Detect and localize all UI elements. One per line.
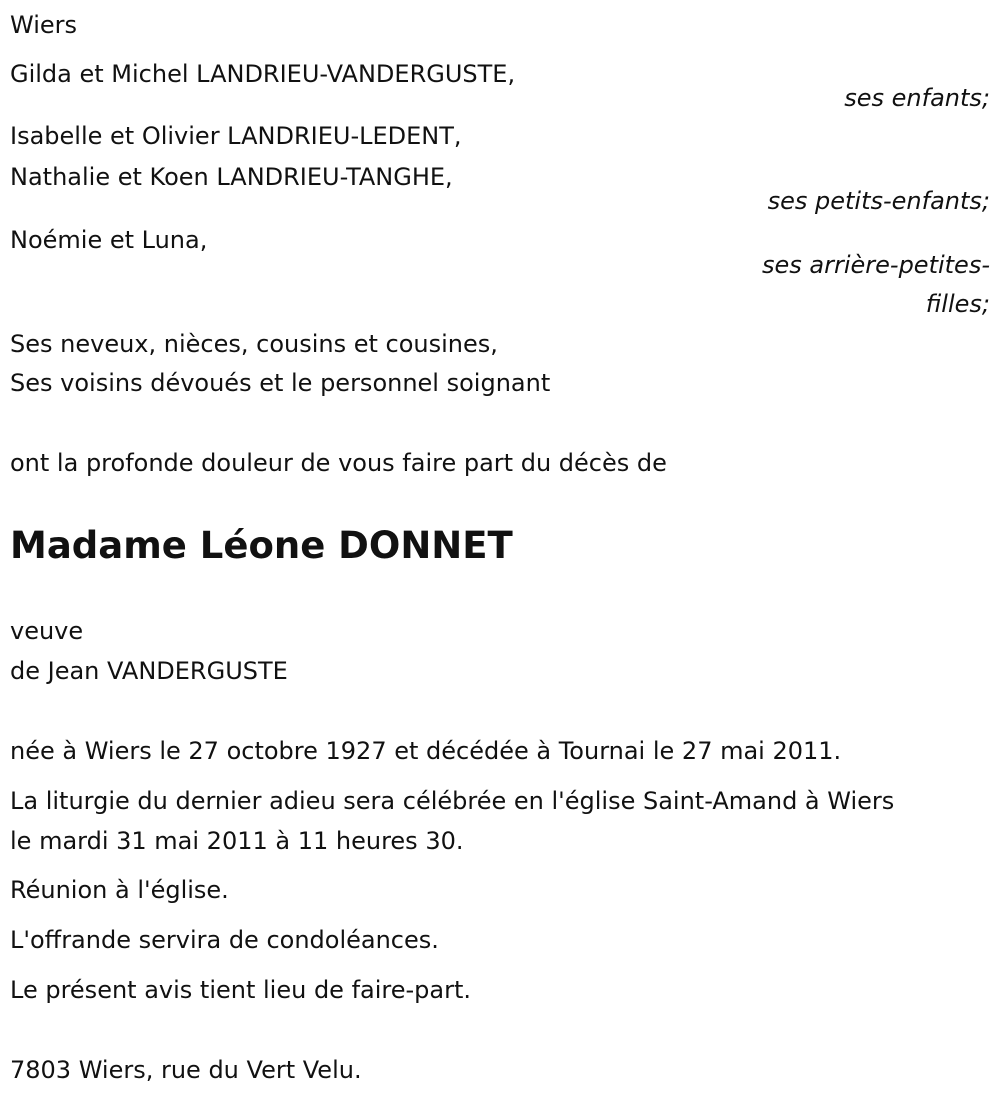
offering-text: L'offrande servira de condoléances. bbox=[10, 926, 439, 954]
grandchildren-name-1: Isabelle et Olivier LANDRIEU-LEDENT, bbox=[10, 122, 462, 150]
others-line-2: Ses voisins dévoués et le personnel soignant bbox=[10, 369, 551, 397]
deceased-status: veuve bbox=[10, 617, 84, 645]
liturgy-line-2: le mardi 31 mai 2011 à 11 heures 30. bbox=[10, 827, 464, 855]
meeting-text: Réunion à l'église. bbox=[10, 876, 229, 904]
children-names: Gilda et Michel LANDRIEU-VANDERGUSTE, bbox=[10, 60, 516, 88]
great-granddaughters-role-1: ses arrière-petites- bbox=[762, 251, 990, 279]
others-line-1: Ses neveux, nièces, cousins et cousines, bbox=[10, 330, 498, 358]
announcement: ont la profonde douleur de vous faire part du décès de bbox=[10, 449, 667, 477]
birth-death-text: née à Wiers le 27 octobre 1927 et décédée à Tournai le 27 mai 2011. bbox=[10, 737, 842, 765]
children-role: ses enfants; bbox=[844, 84, 990, 112]
address: 7803 Wiers, rue du Vert Velu. bbox=[10, 1056, 362, 1084]
grandchildren-role: ses petits-enfants; bbox=[767, 187, 990, 215]
liturgy-line-1: La liturgie du dernier adieu sera célébrée en l'église Saint-Amand à Wiers bbox=[10, 787, 895, 815]
deceased-spouse: de Jean VANDERGUSTE bbox=[10, 657, 288, 685]
grandchildren-name-2: Nathalie et Koen LANDRIEU-TANGHE, bbox=[10, 163, 453, 191]
great-granddaughters-role-2: filles; bbox=[925, 290, 990, 318]
deceased-name: Madame Léone DONNET bbox=[10, 524, 513, 567]
place-header: Wiers bbox=[10, 11, 78, 39]
notice-text: Le présent avis tient lieu de faire-part. bbox=[10, 976, 472, 1004]
great-granddaughters-names: Noémie et Luna, bbox=[10, 226, 208, 254]
